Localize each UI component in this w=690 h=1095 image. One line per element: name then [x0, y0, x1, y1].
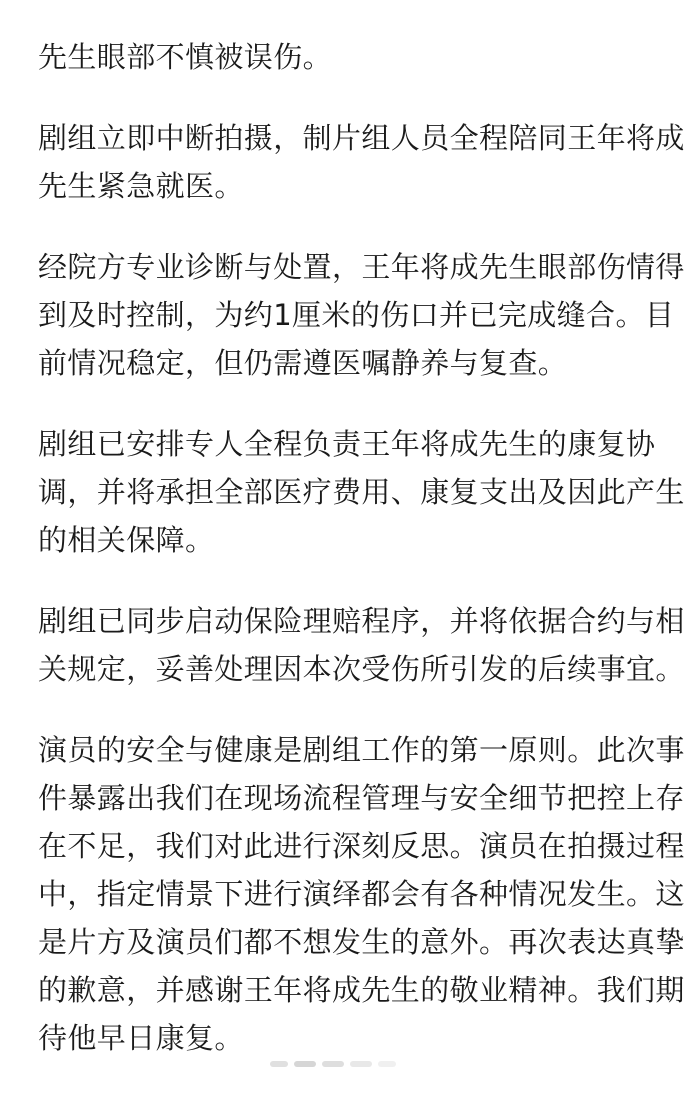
loading-dot — [270, 1061, 288, 1067]
text-line: 先生眼部不慎被误伤。 — [38, 40, 333, 74]
paragraph-1 — [38, 33, 658, 81]
text-line: 经院方专业诊断与处置，王年将成先生眼部伤情得 — [38, 250, 685, 284]
text-line: 中，指定情景下进行演绎都会有各种情况发生。这 — [38, 877, 685, 911]
text-line: 调，并将承担全部医疗费用、康复支出及因此产生 — [38, 475, 685, 509]
article-body — [38, 33, 685, 1095]
paragraph-5 — [38, 597, 685, 693]
text-line: 待他早日康复。 — [38, 1021, 244, 1055]
text-line: 先生紧急就医。 — [38, 169, 244, 203]
loading-dot — [378, 1061, 396, 1067]
loading-dot — [350, 1061, 372, 1067]
text-line: 件暴露出我们在现场流程管理与安全细节把控上存 — [38, 781, 685, 815]
text-line: 剧组已同步启动保险理赔程序，并将依据合约与相 — [38, 604, 685, 638]
text-line: 演员的安全与健康是剧组工作的第一原则。此次事 — [38, 733, 685, 767]
text-line: 到及时控制，为约1厘米的伤口并已完成缝合。目 — [38, 298, 675, 332]
loading-dot — [322, 1061, 344, 1067]
text-line: 在不足，我们对此进行深刻反思。演员在拍摄过程 — [38, 829, 685, 863]
loading-dots-icon — [270, 1050, 420, 1078]
paragraph-2 — [38, 114, 685, 210]
text-line: 剧组立即中断拍摄，制片组人员全程陪同王年将成 — [38, 121, 685, 155]
text-line: 的相关保障。 — [38, 523, 215, 557]
loading-dot — [294, 1061, 316, 1067]
text-line: 关规定，妥善处理因本次受伤所引发的后续事宜。 — [38, 652, 685, 686]
paragraph-6 — [38, 726, 685, 1062]
paragraph-4 — [38, 420, 685, 564]
text-line: 是片方及演员们都不想发生的意外。再次表达真挚 — [38, 925, 685, 959]
text-line: 的歉意，并感谢王年将成先生的敬业精神。我们期 — [38, 973, 685, 1007]
paragraph-3 — [38, 243, 685, 387]
text-line: 前情况稳定，但仍需遵医嘱静养与复查。 — [38, 346, 568, 380]
text-line: 剧组已安排专人全程负责王年将成先生的康复协 — [38, 427, 656, 461]
